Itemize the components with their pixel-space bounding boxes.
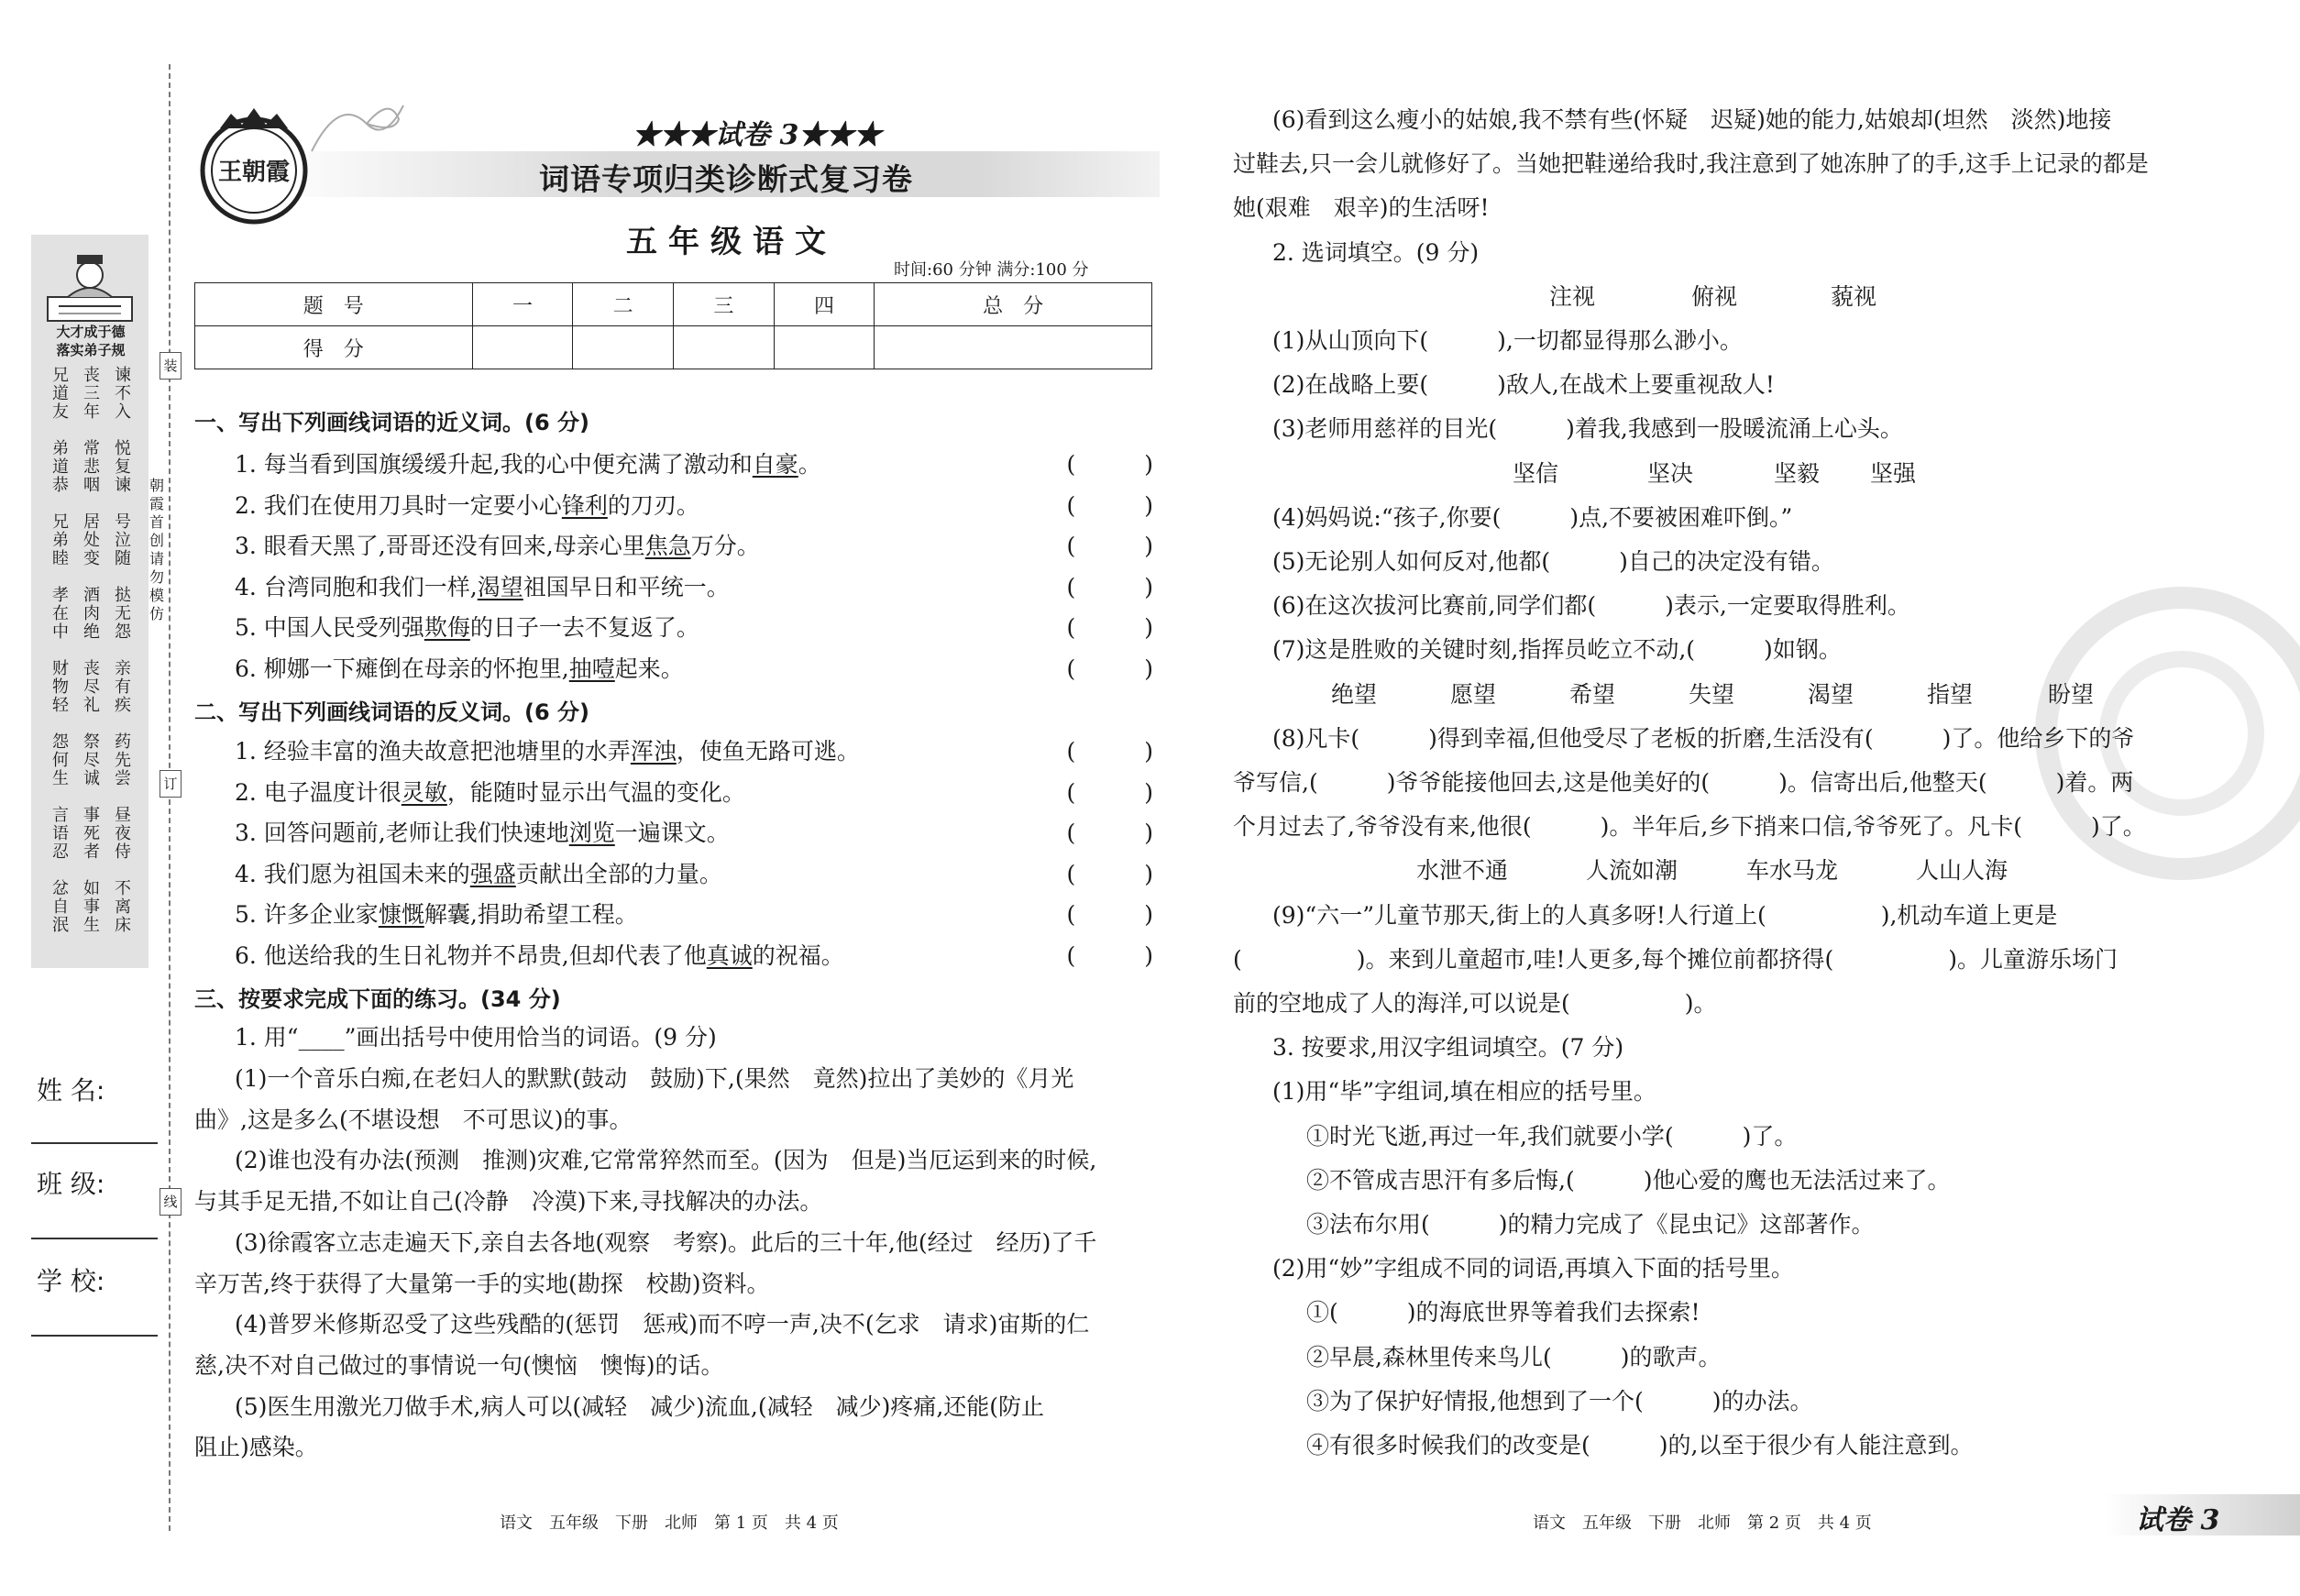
rule-column: 居处变	[83, 512, 100, 568]
subject-title: 五年级语文	[626, 224, 837, 260]
word-option: 水泄不通	[1416, 857, 1509, 885]
rule-column: 忿自泯	[52, 879, 69, 935]
question-line	[235, 572, 730, 603]
question-line: 阻止)感染。	[194, 1434, 318, 1461]
question-line: 她(艰难 艰辛)的生活呀!	[1233, 194, 1490, 222]
question-line: (8)凡卡( )得到幸福,但他受尽了老板的折磨,生活没有( )了。他给乡下的爷	[1272, 724, 2135, 752]
word-option: 人流如潮	[1586, 857, 1678, 885]
rule-column: 弟道恭	[52, 439, 69, 495]
question-line	[235, 490, 699, 522]
page-1-footer: 语文 五年级 下册 北师 第 1 页 共 4 页	[500, 1513, 839, 1533]
rule-column: 号泣随	[115, 512, 131, 568]
question-text: 4. 我们愿为祖国未来的	[235, 860, 470, 887]
score-table-score-row	[195, 326, 1152, 369]
score-header-cell: 四	[774, 283, 875, 326]
exam-number: ★★★试卷 3★★★	[633, 119, 882, 151]
question-line: (7)这是胜败的关键时刻,指挥员屹立不动,( )如钢。	[1272, 636, 1842, 664]
word-option: 绝望	[1331, 680, 1378, 708]
question-title: 2. 选词填空。(9 分)	[1272, 238, 1480, 266]
question-line: 爷写信,( )爷爷能接他回去,这是他美好的( )。信寄出后,他整天( )着。两	[1233, 769, 2134, 796]
rule-column: 祭尽诚	[83, 732, 100, 788]
underlined-word: 锋利	[561, 491, 608, 519]
copyright-note: 朝霞首创 请勿模仿	[149, 477, 164, 622]
question-text: 贡献出全部的力量。	[515, 860, 722, 887]
rule-column: 谏不入	[115, 366, 131, 422]
rule-column: 兄弟睦	[52, 512, 69, 568]
question-text: 的刀刃。	[607, 491, 699, 519]
question-text: 的祝福。	[752, 941, 844, 969]
score-header-cell: 题 号	[195, 283, 473, 326]
question-text: 3. 回答问题前,老师让我们快速地	[235, 820, 569, 846]
question-text: ，能随时显示出气温的变化。	[446, 778, 745, 806]
seal-zhuang: 装	[160, 352, 182, 380]
question-text: ，使鱼无路可逃。	[676, 738, 860, 765]
question-line: (2)在战略上要( )敌人,在战术上要重视敌人!	[1272, 371, 1775, 399]
motto-line-2: 落实弟子规	[56, 342, 126, 358]
publisher-logo	[194, 103, 314, 231]
rule-column: 药先尝	[115, 732, 131, 788]
question-line: ②早晨,森林里传来鸟儿( )的歌声。	[1306, 1343, 1722, 1370]
question-text: 2. 我们在使用刀具时一定要小心	[235, 491, 562, 519]
question-line: (6)在这次拔河比赛前,同学们都( )表示,一定要取得胜利。	[1272, 592, 1910, 620]
question-line: (5)无论别人如何反对,他都( )自己的决定没有错。	[1272, 548, 1834, 575]
question-text: 解囊,捐助希望工程。	[424, 901, 638, 928]
question-title: 3. 按要求,用汉字组词填空。(7 分)	[1272, 1034, 1624, 1062]
question-text: 万分。	[690, 533, 760, 559]
word-option: 指望	[1927, 680, 1974, 708]
answer-parentheses[interactable]: ( )	[1066, 655, 1153, 682]
word-option: 藐视	[1831, 282, 1877, 310]
underlined-word: 欺侮	[424, 614, 470, 641]
class-label: 班 级:	[37, 1169, 105, 1199]
word-option: 希望	[1569, 680, 1616, 708]
rule-column: 言语忍	[52, 806, 69, 862]
question-line: ( )。来到儿童超市,哇!人更多,每个摊位前都挤得( )。儿童游乐场门	[1233, 945, 2118, 973]
word-option: 坚决	[1647, 459, 1694, 487]
question-line: ①( )的海底世界等着我们去探索!	[1306, 1299, 1700, 1326]
question-text: 。	[798, 451, 821, 478]
question-line: (2)用“妙”字组成不同的词语,再填入下面的括号里。	[1272, 1255, 1794, 1282]
question-line: ④有很多时候我们的改变是( )的,以至于很少有人能注意到。	[1306, 1432, 1974, 1458]
question-text: 5. 中国人民受列强	[235, 614, 424, 641]
logo-text: 王朝霞	[217, 159, 291, 186]
rule-column: 孝在中	[52, 586, 69, 642]
question-line: (2)谁也没有办法(预测 推测)灾难,它常常猝然而至。(因为 但是)当厄运到来的时候,	[235, 1147, 1097, 1174]
question-text: 1. 每当看到国旗缓缓升起,我的心中便充满了激动和	[235, 451, 753, 478]
underlined-word: 灵敏	[401, 778, 447, 806]
word-option: 坚毅	[1774, 459, 1821, 487]
section-3-title: 三、按要求完成下面的练习。(34 分)	[194, 986, 561, 1012]
question-line: 辛万苦,终于获得了大量第一手的实地(勘探 校勘)资料。	[194, 1270, 770, 1297]
question-text: 起来。	[614, 655, 684, 682]
word-option: 车水马龙	[1746, 857, 1839, 885]
score-header-cell: 二	[573, 283, 674, 326]
rule-column: 怨何生	[52, 732, 69, 788]
answer-parentheses[interactable]: ( )	[1066, 573, 1153, 600]
rule-column: 丧尽礼	[83, 659, 100, 715]
question-line	[235, 818, 730, 849]
answer-parentheses[interactable]: ( )	[1066, 941, 1153, 969]
question-text: 6. 他送给我的生日礼物并不昂贵,但却代表了他	[235, 941, 707, 969]
question-text: 的日子一去不复返了。	[469, 614, 699, 641]
answer-parentheses[interactable]: ( )	[1066, 451, 1153, 478]
underlined-word: 自豪	[752, 451, 798, 478]
underlined-word: 渴望	[477, 573, 523, 600]
paper-title: 词语专项归类诊断式复习卷	[539, 161, 913, 197]
word-option: 坚强	[1870, 459, 1917, 487]
question-line: ②不管成吉思汗有多后悔,( )他心爱的鹰也无法活过来了。	[1306, 1166, 1951, 1194]
rule-column: 常悲咽	[83, 439, 100, 495]
exam-badge: 试卷 3	[2136, 1504, 2220, 1536]
question-line: (4)普罗米修斯忍受了这些残酷的(惩罚 惩戒)而不哼一声,决不(乞求 请求)宙斯的仁	[235, 1311, 1090, 1338]
answer-parentheses[interactable]: ( )	[1066, 738, 1153, 765]
question-text: 6. 柳娜一下瘫倒在母亲的怀抱里,	[235, 655, 569, 682]
answer-parentheses[interactable]: ( )	[1066, 860, 1153, 887]
word-option: 失望	[1689, 680, 1735, 708]
score-cell[interactable]	[875, 326, 1152, 369]
question-line	[235, 777, 745, 809]
score-cell[interactable]	[774, 326, 875, 369]
question-text: 3. 眼看天黑了,哥哥还没有回来,母亲心里	[235, 533, 645, 559]
rule-column: 挞无怨	[115, 586, 131, 642]
answer-parentheses[interactable]: ( )	[1066, 901, 1153, 928]
question-line: (1)用“毕”字组词,填在相应的括号里。	[1272, 1078, 1656, 1106]
answer-parentheses[interactable]: ( )	[1066, 614, 1153, 641]
question-line	[235, 736, 860, 767]
word-option: 俯视	[1691, 282, 1738, 310]
word-option: 人山人海	[1916, 857, 2008, 885]
question-line: (3)徐霞客立志走遍天下,亲自去各地(观察 考察)。此后的三十年,他(经过 经历)了千	[235, 1228, 1097, 1256]
question-line: (1)一个音乐白痴,在老妇人的默默(鼓动 鼓励)下,(果然 竟然)拉出了美妙的《月光	[235, 1065, 1074, 1092]
word-option: 渴望	[1808, 680, 1854, 708]
scholar-illustration-icon	[40, 246, 139, 328]
score-cell[interactable]	[573, 326, 674, 369]
word-option: 注视	[1549, 282, 1596, 310]
question-line: (3)老师用慈祥的目光( )着我,我感到一股暖流涌上心头。	[1272, 415, 1903, 443]
school-label: 学 校:	[37, 1266, 105, 1296]
score-row-label: 得 分	[195, 326, 473, 369]
question-line: 曲》,这是多么(不堪设想 不可思议)的事。	[194, 1106, 633, 1133]
section-1-title: 一、写出下列画线词语的近义词。(6 分)	[194, 410, 589, 435]
underlined-word: 抽噎	[568, 655, 615, 682]
rule-column: 丧三年	[83, 366, 100, 422]
underlined-word: 真诚	[706, 941, 753, 969]
rule-column: 昼夜侍	[115, 806, 131, 862]
motto-line-1: 大才成于德	[56, 324, 126, 340]
score-header-cell: 三	[673, 283, 774, 326]
question-line	[235, 449, 821, 480]
answer-parentheses[interactable]: ( )	[1066, 491, 1153, 519]
question-line	[235, 531, 760, 562]
question-line: (5)医生用激光刀做手术,病人可以(减轻 减少)流血,(减轻 减少)疼痛,还能(防止	[235, 1392, 1045, 1420]
class-line[interactable]	[31, 1238, 158, 1239]
score-cell[interactable]	[472, 326, 573, 369]
score-header-cell: 一	[472, 283, 573, 326]
question-line: (1)从山顶向下( ),一切都显得那么渺小。	[1272, 327, 1743, 354]
question-line: (6)看到这么瘦小的姑娘,我不禁有些(怀疑 迟疑)她的能力,姑娘却(坦然 淡然)地接	[1272, 106, 2112, 133]
answer-parentheses[interactable]: ( )	[1066, 533, 1153, 559]
question-line: (9)“六一”儿童节那天,街上的人真多呀!人行道上( ),机动车道上更是	[1272, 901, 2058, 929]
question-line: ③法布尔用( )的精力完成了《昆虫记》这部著作。	[1306, 1211, 1875, 1238]
question-line	[235, 654, 684, 685]
question-line: ①时光飞逝,再过一年,我们就要小学( )了。	[1306, 1122, 1798, 1150]
answer-parentheses[interactable]: ( )	[1066, 778, 1153, 806]
question-line: (4)妈妈说:“孩子,你要( )点,不要被困难吓倒。”	[1272, 503, 1793, 531]
underlined-word: 浑浊	[630, 738, 677, 765]
score-table	[194, 282, 1152, 369]
score-table-header-row	[195, 283, 1152, 326]
underlined-word: 浏览	[568, 820, 615, 846]
question-text: 4. 台湾同胞和我们一样,	[235, 573, 478, 600]
ribbon-decoration-icon	[303, 87, 413, 160]
word-option: 盼望	[2048, 680, 2095, 708]
question-line: 过鞋去,只一会儿就修好了。当她把鞋递给我时,我注意到了她冻肿了的手,这手上记录的都是	[1233, 150, 2149, 178]
score-header-cell: 总 分	[875, 283, 1152, 326]
binding-dashed-line	[169, 64, 171, 1531]
question-text: 祖国早日和平统一。	[523, 573, 730, 600]
score-cell[interactable]	[673, 326, 774, 369]
underlined-word: 焦急	[644, 533, 691, 559]
underlined-word: 慷慨	[378, 901, 424, 928]
section-2-title: 二、写出下列画线词语的反义词。(6 分)	[194, 699, 589, 725]
question-line	[235, 612, 699, 644]
rule-column: 兄道友	[52, 366, 69, 422]
rule-column: 亲有疾	[115, 659, 131, 715]
question-text: 1. 经验丰富的渔夫故意把池塘里的水弄	[235, 738, 631, 765]
rule-column: 悦复谏	[115, 439, 131, 495]
seal-xian: 线	[160, 1188, 182, 1216]
rule-column: 酒肉绝	[83, 586, 100, 642]
sidebar-motto	[40, 323, 141, 359]
time-info: 时间:60 分钟 满分:100 分	[894, 260, 1089, 280]
question-line	[235, 859, 722, 890]
name-label: 姓 名:	[37, 1075, 105, 1106]
question-line: 个月过去了,爷爷没有来,他很( )。半年后,乡下捎来口信,爷爷死了。凡卡( )了。	[1233, 813, 2146, 841]
rule-column: 如事生	[83, 879, 100, 935]
rule-column: 事死者	[83, 806, 100, 862]
question-line	[235, 941, 844, 972]
word-option: 坚信	[1513, 459, 1559, 487]
word-option: 愿望	[1450, 680, 1497, 708]
underlined-word: 强盛	[469, 860, 516, 887]
question-line: ③为了保护好情报,他想到了一个( )的办法。	[1306, 1387, 1813, 1414]
rule-column: 财物轻	[52, 659, 69, 715]
question-text: 5. 许多企业家	[235, 901, 379, 928]
page-2-footer: 语文 五年级 下册 北师 第 2 页 共 4 页	[1533, 1513, 1872, 1533]
question-text: 一遍课文。	[614, 820, 730, 846]
question-line	[235, 899, 638, 930]
section-3-q1: 1. 用“____”画出括号中使用恰当的词语。(9 分)	[235, 1024, 717, 1051]
rule-column: 不离床	[115, 879, 131, 935]
question-text: 2. 电子温度计很	[235, 778, 402, 806]
answer-parentheses[interactable]: ( )	[1066, 820, 1153, 846]
question-line: 前的空地成了人的海洋,可以说是( )。	[1233, 990, 1717, 1017]
school-line[interactable]	[31, 1335, 158, 1337]
question-line: 慈,决不对自己做过的事情说一句(懊恼 懊悔)的话。	[194, 1351, 724, 1379]
seal-ding: 订	[160, 770, 182, 798]
name-line[interactable]	[31, 1142, 158, 1144]
question-line: 与其手足无措,不如让自己(冷静 冷漠)下来,寻找解决的办法。	[194, 1188, 823, 1216]
